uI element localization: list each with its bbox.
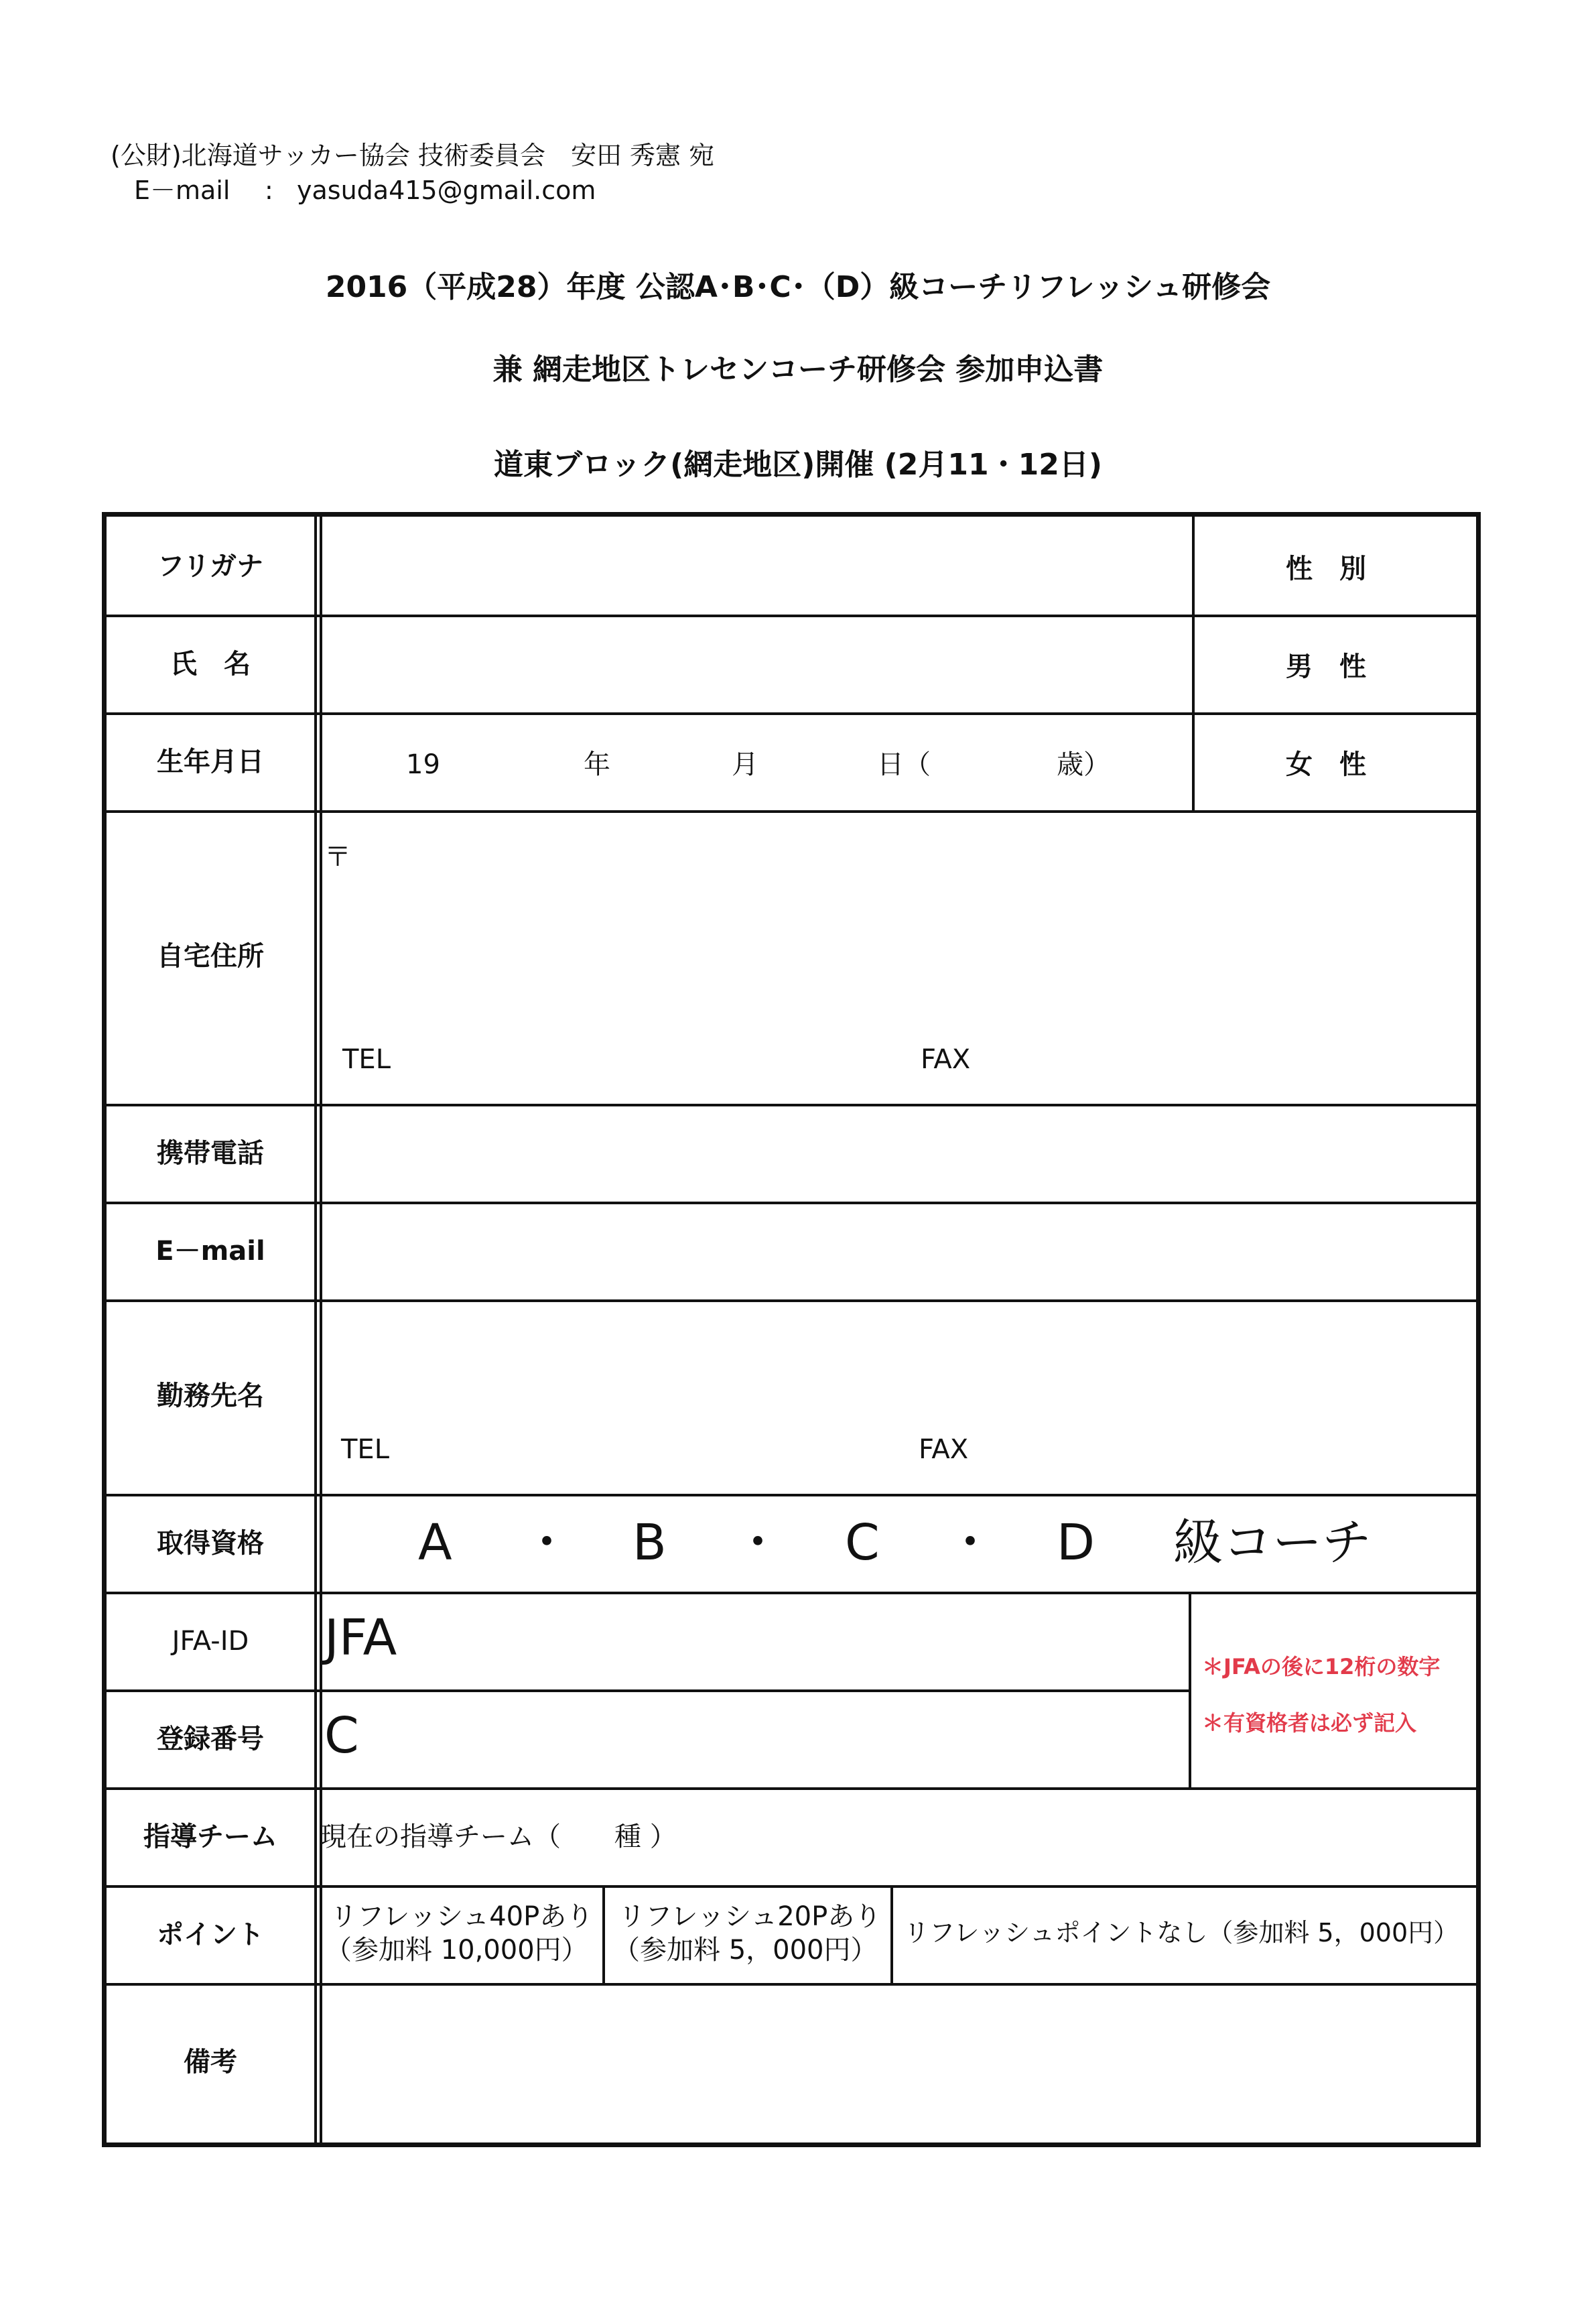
age-unit: 歳） (1057, 749, 1110, 780)
title-line-3: 道東ブロック(網走地区)開催 (2月11・12日) (494, 448, 1102, 482)
home-tel-label: TEL (342, 1044, 391, 1075)
row-line (107, 1299, 1476, 1302)
title-line-2: 兼 網走地区トレセンコーチ研修会 参加申込書 (492, 353, 1104, 387)
note-required: ＊有資格者は必ず記入 (1202, 1710, 1417, 1736)
row-line (107, 1494, 1476, 1496)
row-line (107, 1983, 1476, 1986)
row-line (107, 1787, 1476, 1790)
jfa-id-label: JFA-ID (172, 1626, 249, 1657)
points-option-20p[interactable] (613, 1900, 881, 1967)
birthdate-label: 生年月日 (157, 747, 264, 777)
row-line (107, 1885, 1476, 1888)
jfa-id-prefix: JFA (324, 1609, 397, 1667)
workplace-label: 勤務先名 (157, 1381, 264, 1411)
note-jfa-digits: ＊JFAの後に12桁の数字 (1202, 1654, 1441, 1679)
points-label: ポイント (157, 1919, 264, 1950)
qualification-c[interactable]: C (845, 1514, 880, 1572)
points-option-40p-fee: （参加料 10,000円） (325, 1935, 588, 1966)
name-label: 氏 名 (170, 649, 251, 680)
postal-mark: 〒 (324, 842, 351, 873)
title-line-1: 2016（平成28）年度 公認A･B･C･（D）級コーチリフレッシュ研修会 (325, 270, 1271, 304)
work-fax-label: FAX (919, 1434, 969, 1465)
qualification-separator: ・ (522, 1514, 572, 1572)
birth-year-prefix: 19 (406, 749, 440, 780)
qualification-b[interactable]: B (633, 1514, 667, 1572)
application-form (102, 512, 1481, 2147)
registration-prefix: C (324, 1707, 359, 1765)
home-fax-label: FAX (921, 1044, 971, 1075)
email-label: E－mail (155, 1236, 265, 1267)
qualification-label: 取得資格 (157, 1528, 264, 1559)
addressee: (公財)北海道サッカー協会 技術委員会 安田 秀憲 宛 (111, 141, 715, 170)
qualification-suffix: 級コーチ (1173, 1514, 1372, 1572)
gender-column-divider (1192, 517, 1195, 813)
header-email-separator: : (265, 176, 273, 205)
points-option-20p-title: リフレッシュ20Pあり (618, 1901, 882, 1932)
points-option-40p[interactable] (325, 1900, 593, 1967)
coaching-team-field[interactable]: 現在の指導チーム（ 種 ） (320, 1821, 677, 1852)
points-option-20p-fee: （参加料 5，000円） (613, 1935, 878, 1966)
work-tel-label: TEL (341, 1434, 389, 1465)
birth-year-unit: 年 (584, 749, 610, 780)
remarks-label: 備考 (184, 2047, 237, 2077)
coaching-team-label: 指導チーム (143, 1821, 277, 1852)
home-address-label: 自宅住所 (157, 941, 264, 972)
qualification-a[interactable]: A (418, 1514, 452, 1572)
points-divider-2 (890, 1885, 893, 1983)
header-email-label: E－mail (134, 176, 230, 205)
gender-label: 性 別 (1286, 554, 1366, 584)
furigana-label: フリガナ (157, 551, 263, 582)
birth-day-unit: 日（ (877, 749, 931, 780)
row-line (107, 712, 1476, 715)
row-line (107, 1104, 1476, 1106)
row-line (107, 1202, 1476, 1204)
notes-column-divider (1189, 1592, 1191, 1787)
gender-option-female[interactable]: 女 性 (1286, 749, 1366, 780)
registration-number-label: 登録番号 (157, 1724, 264, 1754)
qualification-d[interactable]: D (1057, 1514, 1095, 1572)
gender-option-male[interactable]: 男 性 (1286, 651, 1366, 682)
row-line (107, 1689, 1189, 1692)
qualification-separator: ・ (733, 1514, 783, 1572)
points-divider-1 (602, 1885, 605, 1983)
label-column-divider (314, 517, 322, 2142)
mobile-label: 携帯電話 (157, 1138, 264, 1169)
row-line (107, 810, 1476, 813)
birth-month-unit: 月 (732, 749, 758, 780)
row-line (107, 1592, 1476, 1594)
points-option-40p-title: リフレッシュ40Pあり (330, 1901, 594, 1932)
header-email-address[interactable]: yasuda415@gmail.com (297, 176, 596, 205)
row-line (107, 615, 1476, 617)
points-option-none[interactable]: リフレッシュポイントなし（参加料 5，000円） (904, 1918, 1459, 1947)
qualification-separator: ・ (945, 1514, 995, 1572)
